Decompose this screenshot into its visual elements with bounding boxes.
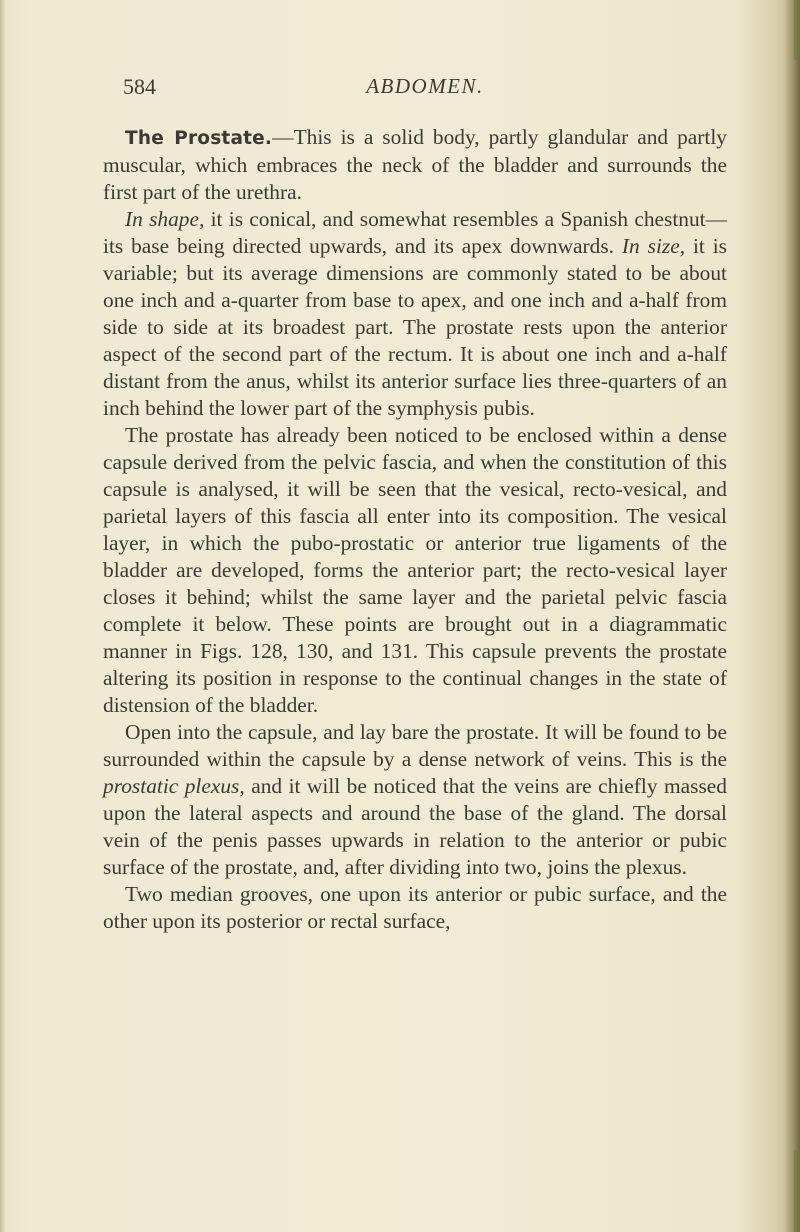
paragraph-text: it is conical, and somewhat resembles a Spanish chestnut—its base being directed upwards, and its apex downwards. xyxy=(103,207,728,258)
paragraph xyxy=(103,124,727,206)
page-header xyxy=(123,74,727,108)
paragraph xyxy=(103,206,727,422)
italic-term: prostatic plexus, xyxy=(103,774,245,798)
paragraph xyxy=(103,719,727,881)
page-edge-tint xyxy=(794,1150,800,1232)
section-heading: The Prostate. xyxy=(125,128,273,149)
paragraph: Two median grooves, one upon its anterior or pubic surface, and the other upon its posterior or rectal surface, xyxy=(103,882,727,933)
intro-text: This is a solid body, partly glandular and partly muscular, which embraces the neck of the bladder and surrounds the first part of the urethra. xyxy=(103,125,727,204)
italic-term: In shape, xyxy=(125,207,205,231)
running-head: ABDOMEN. xyxy=(366,74,484,98)
gutter-shadow xyxy=(0,0,6,1232)
body-text xyxy=(103,124,727,935)
page-edge-tint xyxy=(794,0,800,60)
italic-term: In size, xyxy=(621,234,686,258)
paragraph: The prostate has already been noticed to be enclosed within a dense capsule derived from the pelvic fascia, and when the constitution of this capsule is analysed, it will be seen that the vesical, recto-vesical, and parietal layers of this fascia all enter into its composition. The vesical layer, in which the pubo-prostatic or anterior true ligaments of the bladder are developed, forms the anterior part; the recto-vesical layer closes it behind; whilst the same layer and the parietal pelvic fascia complete it below. These points are brought out in a diagrammatic manner in Figs. 128, 130, and 131. This capsule prevents the prostate altering its position in response to the continual changes in the state of distension of the bladder. xyxy=(103,423,727,717)
paragraph-text: and it will be noticed that the veins are chiefly massed upon the lateral aspects and around the base of the gland. The dorsal vein of the penis passes upwards in relation to the anterior or pubic surface of the prostate, and, after dividing into two, joins the plexus. xyxy=(103,774,727,879)
page-number: 584 xyxy=(123,74,156,99)
paragraph-text: Open into the capsule, and lay bare the prostate. It will be found to be surrounded within the capsule by a dense network of veins. This is the xyxy=(103,720,727,771)
heading-dash: — xyxy=(272,125,294,149)
page-edge xyxy=(784,0,800,1232)
paragraph-text: it is variable; but its average dimensions are commonly stated to be about one inch and a-quarter from base to apex, and one inch and a-half from side to side at its broadest part. The prostate rests upon the anterior aspect of the second part of the rectum. It is about one inch and a-half distant from the anus, whilst its anterior surface lies three-quarters of an inch behind the lower part of the symphysis pubis. xyxy=(103,234,727,420)
